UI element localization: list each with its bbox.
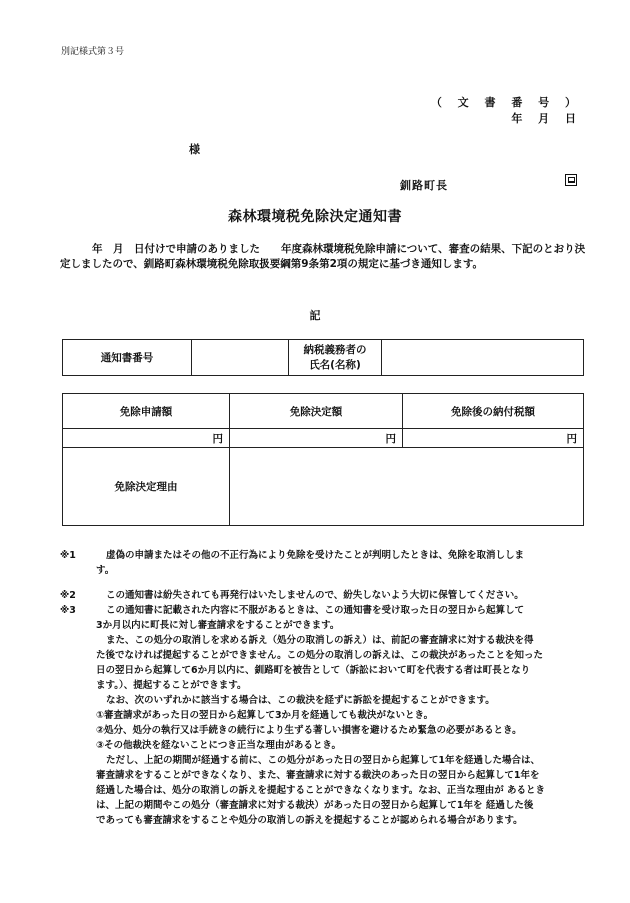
ki-heading: 記 (309, 309, 321, 322)
form-number: 別記様式第３号 (61, 47, 125, 57)
col-decision-amount: 免除決定額 (230, 394, 403, 429)
note-3-line: なお、次のいずれかに該当する場合は、この裁決を経ずに訴訟を提起することができます。 (106, 695, 495, 706)
note-3-line: は、上記の期間やこの処分（審査請求に対する裁決）があった日の翌日から起算して1年を 経過した後 (96, 800, 534, 811)
note-3-line: 経過した場合は、処分の取消しの訴えを提起することができなくなります。なお、正当な理由が あるとき (96, 785, 546, 796)
col-application-amount: 免除申請額 (63, 394, 230, 429)
note-3-line: であっても審査請求をすることや処分の取消しの訴えを提起することが認められる場合があります。 (96, 815, 523, 826)
note-3-line: 審査請求をすることができなくなり、また、審査請求に対する裁決のあった日の翌日から起算して1年を (96, 770, 540, 781)
exemption-reason-label: 免除決定理由 (63, 448, 230, 526)
notice-info-table (62, 339, 584, 376)
note-3-line: た後でなければ提起することができません。この処分の取消しの訴えは、この裁決があったことを知った (96, 650, 543, 661)
application-amount-yen: 円 (63, 429, 230, 448)
taxpayer-label-line1: 納税義務者の (303, 343, 367, 356)
note-3-line: また、この処分の取消しを求める訴え（処分の取消しの訴え）は、前記の審査請求に対する裁決を得 (106, 635, 534, 646)
note-2 (60, 588, 590, 603)
note-3-line: 日の翌日から起算して6か月以内に、釧路町を被告として（訴訟において町を代表する者は町長となり (96, 665, 531, 676)
notice-number-value (192, 340, 289, 376)
notes-section (60, 548, 590, 828)
intro-paragraph: 年 月 日付けで申請のありました 年度森林環境税免除申請について、審査の結果、下記のとおり決定しましたので、釧路町森林環境税免除取扱要綱第9条第2項の規定に基づき通知します。 (60, 243, 586, 270)
payable-amount-yen: 円 (403, 429, 584, 448)
exemption-amount-table (62, 393, 584, 526)
note-1-mark: ※1 (60, 550, 76, 561)
note-2-line: この通知書は紛失されても再発行はいたしませんので、紛失しないよう大切に保管してください。 (106, 590, 524, 601)
note-3-line: ます。）、提起することができます。 (96, 680, 247, 691)
addressee-honorific: 様 (189, 143, 200, 156)
taxpayer-name-value (382, 340, 584, 376)
note-3-line: この通知書に記載された内容に不服があるときは、この通知書を受け取った日の翌日から起算して (106, 605, 525, 616)
document-title: 森林環境税免除決定通知書 (228, 209, 402, 225)
document-number-placeholder: （ 文 書 番 号 ） (430, 96, 582, 109)
note-2-mark: ※2 (60, 590, 76, 601)
note-1-line: す。 (96, 565, 115, 576)
note-1 (60, 548, 590, 578)
note-3-line: ①審査請求があった日の翌日から起算して3か月を経過しても裁決がないとき。 (96, 710, 434, 721)
taxpayer-name-label (289, 340, 382, 376)
notice-number-label: 通知書番号 (63, 340, 192, 376)
decision-amount-yen: 円 (230, 429, 403, 448)
exemption-reason-value (230, 448, 584, 526)
issuer-title: 釧路町長 (400, 179, 448, 192)
official-seal-icon (565, 174, 577, 186)
note-3-mark: ※3 (60, 605, 76, 616)
taxpayer-label-line2: 氏名(名称) (309, 358, 361, 371)
note-3-line: 3か月以内に町長に対し審査請求をすることができます。 (96, 620, 340, 631)
date-placeholder: 年 月 日 (511, 112, 582, 125)
note-1-line: 虚偽の申請またはその他の不正行為により免除を受けたことが判明したときは、免除を取消ししま (106, 550, 525, 561)
note-3 (60, 603, 590, 828)
note-3-line: ②処分、処分の執行又は手続きの続行により生ずる著しい損害を避けるため緊急の必要があるとき。 (96, 725, 522, 736)
col-payable-amount: 免除後の納付税額 (403, 394, 584, 429)
note-3-line: ③その他裁決を経ないことにつき正当な理由があるとき。 (96, 740, 341, 751)
note-3-line: ただし、上記の期間が経過する前に、この処分があった日の翌日から起算して1年を経過した場合は、 (106, 755, 541, 766)
